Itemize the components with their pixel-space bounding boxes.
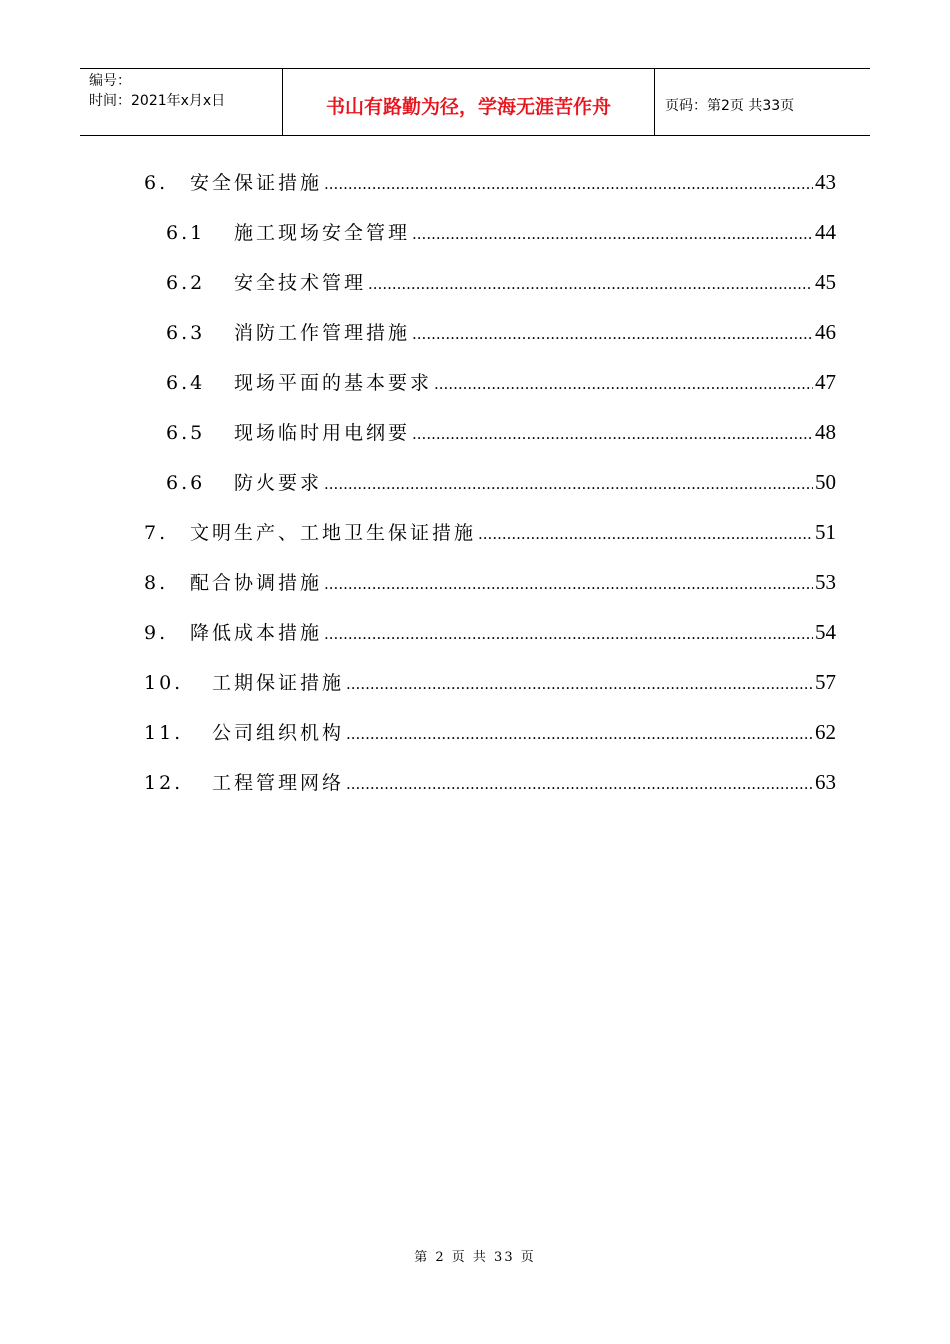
toc-leader-dots [434,375,813,393]
toc-entry[interactable] [144,568,836,598]
toc-entry-page: 44 [815,220,836,244]
toc-entry-page: 47 [815,370,836,394]
toc-entry-title: 现场临时用电纲要 [234,422,411,444]
page-header [80,68,870,136]
toc-entry-title: 消防工作管理措施 [234,322,411,344]
toc-entry[interactable] [166,218,836,248]
toc-entry-title: 文明生产、工地卫生保证措施 [190,522,477,544]
toc-entry-number: 6.2 [166,272,206,294]
toc-entry-page: 51 [815,520,836,544]
header-time-label: 时间：2021年x月x日 [89,93,226,109]
toc-entry-title: 安全保证措施 [190,172,323,194]
toc-entry[interactable] [144,618,836,648]
toc-entry-title: 施工现场安全管理 [234,222,411,244]
toc-entry-number: 6. [144,172,169,194]
header-number-label: 编号： [89,73,131,89]
toc-entry-title: 现场平面的基本要求 [234,372,433,394]
toc-entry-title: 防火要求 [234,472,323,494]
toc-entry-title: 工期保证措施 [212,672,345,694]
toc-entry-number: 9. [144,622,169,644]
toc-entry-page: 48 [815,420,836,444]
toc-entry-page: 43 [815,170,836,194]
toc-entry[interactable] [166,318,836,348]
toc-entry-number: 6.6 [166,472,206,494]
toc-entry[interactable] [144,768,836,798]
toc-entry-title: 配合协调措施 [190,572,323,594]
toc-entry-number: 10. [144,672,184,694]
toc-leader-dots [478,525,813,543]
toc-leader-dots [412,225,813,243]
toc-leader-dots [412,425,813,443]
toc-leader-dots [324,575,813,593]
header-page-info: 页码：第2页 共33页 [665,98,795,114]
toc-entry-page: 62 [815,720,836,744]
toc-entry-page: 50 [815,470,836,494]
toc-entry-page: 54 [815,620,836,644]
toc-entry-number: 7. [144,522,169,544]
toc-entry-page: 46 [815,320,836,344]
toc-leader-dots [412,325,813,343]
toc-entry-page: 53 [815,570,836,594]
toc-entry-title: 公司组织机构 [212,722,345,744]
toc-entry-number: 6.3 [166,322,206,344]
toc-entry-number: 6.5 [166,422,206,444]
toc-leader-dots [368,275,813,293]
header-motto-cell [282,69,655,135]
toc-entry[interactable] [166,368,836,398]
toc-entry[interactable] [166,268,836,298]
toc-leader-dots [346,725,813,743]
toc-entry-number: 12. [144,772,184,794]
toc-entry-number: 6.4 [166,372,206,394]
toc-leader-dots [346,675,813,693]
toc-entry-title: 降低成本措施 [190,622,323,644]
toc-leader-dots [324,175,813,193]
header-left-cell [80,69,282,135]
toc-entry-page: 45 [815,270,836,294]
page-footer: 第 2 页 共 33 页 [414,1250,536,1265]
toc-entry[interactable] [166,418,836,448]
toc-leader-dots [324,475,813,493]
toc-entry[interactable] [144,518,836,548]
toc-entry[interactable] [166,468,836,498]
toc-entry-title: 工程管理网络 [212,772,345,794]
toc-entry-number: 11. [144,722,184,744]
toc-leader-dots [324,625,813,643]
toc-entry-page: 63 [815,770,836,794]
toc-entry-number: 8. [144,572,169,594]
toc-entry-page: 57 [815,670,836,694]
header-right-cell [655,69,870,135]
toc-entry[interactable] [144,668,836,698]
toc-entry-number: 6.1 [166,222,206,244]
header-motto: 书山有路勤为径，学海无涯苦作舟 [325,95,611,118]
toc-entry[interactable] [144,168,836,198]
toc-entry[interactable] [144,718,836,748]
toc-entry-title: 安全技术管理 [234,272,367,294]
toc-leader-dots [346,775,813,793]
